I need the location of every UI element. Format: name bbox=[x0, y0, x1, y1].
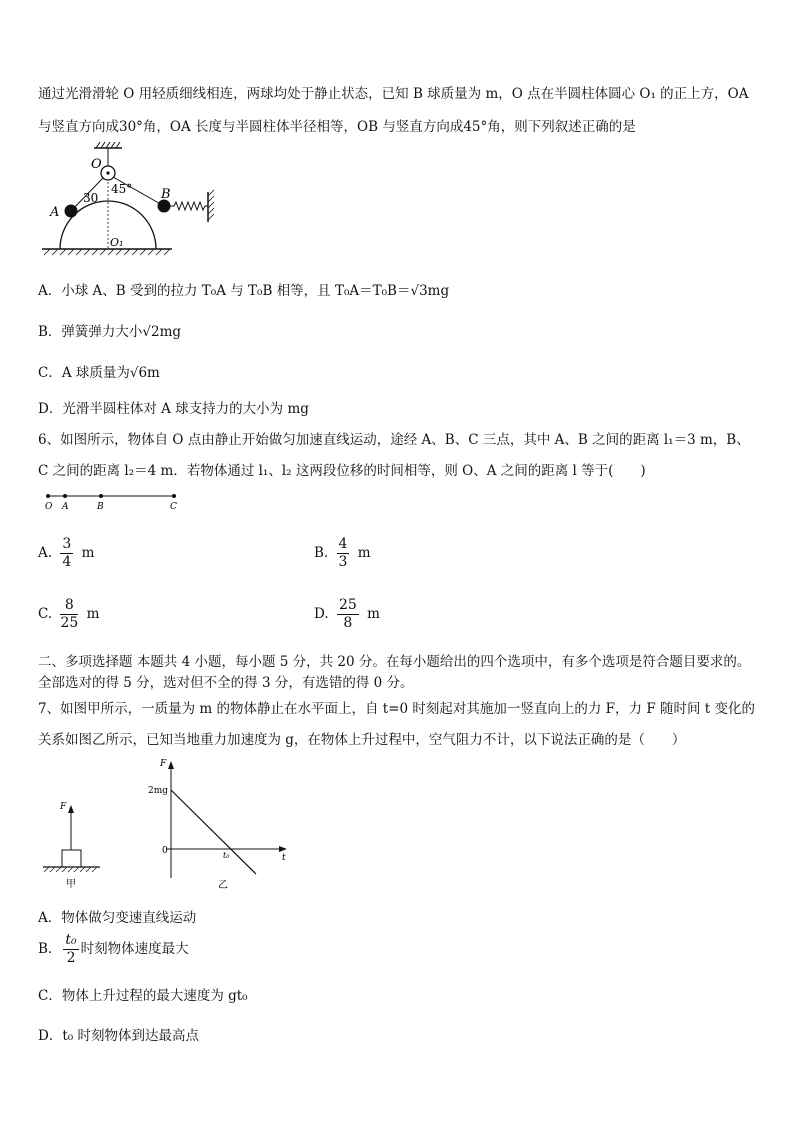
q6-stem-line2: C 之间的距离 l₂＝4 m．若物体通过 l₁、l₂ 这两段位移的时间相等，则 O、A 之间的距离 l 等于( ) bbox=[38, 463, 646, 479]
q6-stem-line1: 6、如图所示，物体自 O 点由静止开始做匀加速直线运动，途经 A、B、C 三点，其中 A、B 之间的距离 l₁＝3 m，B、 bbox=[38, 432, 750, 448]
ground bbox=[42, 249, 172, 255]
q6-option-c[interactable]: C. $\frac{8}{25}$ m bbox=[38, 597, 100, 631]
point-B bbox=[99, 494, 103, 498]
q5-figure bbox=[38, 140, 228, 260]
force-label-F: F bbox=[60, 802, 67, 812]
ball-A bbox=[65, 205, 78, 218]
point-B-label: B bbox=[97, 502, 104, 512]
q5-option-c[interactable]: C．A 球质量为√6m bbox=[38, 365, 160, 381]
q5-option-a[interactable]: A．小球 A、B 受到的拉力 T₀A 与 T₀B 相等，且 T₀A＝T₀B＝√3mg bbox=[38, 283, 450, 299]
fraction: $\frac{4}{3}$ bbox=[338, 536, 348, 570]
q7-stem-line2: 关系如图乙所示，已知当地重力加速度为 g，在物体上升过程中，空气阻力不计，以下说法正确的是（ ） bbox=[38, 732, 686, 748]
q6-option-d[interactable]: D. $\frac{25}{8}$ m bbox=[314, 597, 380, 631]
q5-stem-line2: 与竖直方向成30°角，OA 长度与半圆柱体半径相等，OB 与竖直方向成45°角，则下列叙述正确的是 bbox=[38, 119, 636, 135]
wall bbox=[208, 190, 214, 222]
q7-option-d[interactable]: D．t₀ 时刻物体到达最高点 bbox=[38, 1028, 199, 1044]
q6-line-diagram bbox=[38, 488, 188, 514]
x-axis-label: t bbox=[282, 853, 286, 863]
q5-stem-line1: 通过光滑滑轮 O 用轻质细线相连，两球均处于静止状态，已知 B 球质量为 m，O 点在半圆柱体圆心 O₁ 的正上方，OA bbox=[38, 86, 749, 102]
fraction: $\frac{8}{25}$ bbox=[60, 597, 79, 631]
fraction: $\frac{25}{8}$ bbox=[338, 597, 357, 631]
caption-yi: 乙 bbox=[218, 880, 228, 891]
y-axis-label: F bbox=[160, 759, 167, 769]
fraction: $\frac{3}{4}$ bbox=[62, 536, 72, 570]
point-C bbox=[172, 494, 176, 498]
f-t-line bbox=[171, 790, 256, 874]
label-O: O bbox=[91, 157, 102, 172]
q6-option-a[interactable]: A. $\frac{3}{4}$ m bbox=[38, 536, 95, 570]
label-B: B bbox=[161, 187, 171, 202]
q7-figure-jia bbox=[38, 795, 108, 895]
point-A bbox=[63, 494, 67, 498]
point-A-label: A bbox=[62, 502, 69, 512]
label-O1: O₁ bbox=[110, 236, 124, 249]
label-A: A bbox=[50, 205, 60, 220]
block bbox=[62, 850, 81, 867]
q5-option-b[interactable]: B．弹簧弹力大小√2mg bbox=[38, 324, 182, 340]
point-C-label: C bbox=[170, 502, 177, 512]
q7-option-b[interactable]: B． $\frac{\text{t₀}}{2}$ 时刻物体速度最大 bbox=[38, 932, 189, 966]
q7-stem-line1: 7、如图甲所示，一质量为 m 的物体静止在水平面上，自 t=0 时刻起对其施加一竖直向上的力 F，力 F 随时间 t 变化的 bbox=[38, 701, 755, 717]
point-O bbox=[46, 494, 50, 498]
y-tick-2mg: 2mg bbox=[148, 786, 169, 796]
q6-option-b[interactable]: B. $\frac{4}{3}$ m bbox=[314, 536, 371, 570]
q7-figure-yi bbox=[138, 756, 298, 896]
q5-option-d[interactable]: D．光滑半圆柱体对 A 球支持力的大小为 mg bbox=[38, 401, 309, 417]
q7-option-a[interactable]: A．物体做匀变速直线运动 bbox=[38, 910, 197, 926]
caption-jia: 甲 bbox=[66, 879, 76, 890]
q7-option-c[interactable]: C．物体上升过程的最大速度为 gt₀ bbox=[38, 988, 248, 1004]
origin-label: 0 bbox=[162, 846, 168, 856]
label-30deg: 30 bbox=[83, 191, 99, 205]
x-tick-t0: t₀ bbox=[223, 851, 230, 860]
label-45deg: 45° bbox=[111, 182, 133, 196]
point-O-label: O bbox=[45, 502, 53, 512]
section2-line1: 二、多项选择题 本题共 4 小题，每小题 5 分，共 20 分。在每小题给出的四个选项中，有多个选项是符合题目要求的。 bbox=[38, 654, 751, 670]
section2-line2: 全部选对的得 5 分，选对但不全的得 3 分，有选错的得 0 分。 bbox=[38, 675, 414, 691]
fraction: $\frac{\text{t₀}}{2}$ bbox=[65, 932, 77, 966]
spring bbox=[170, 202, 208, 210]
